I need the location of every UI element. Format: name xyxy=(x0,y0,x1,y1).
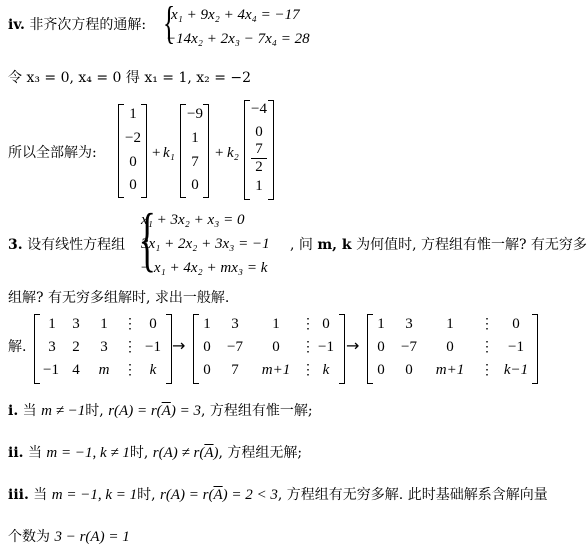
m1-cell: 2 xyxy=(72,339,80,355)
case-i-rank: $r(A) = r(\overline{A}) = 3$ xyxy=(108,403,201,419)
m3-separator: ⋮ xyxy=(480,339,494,355)
m2-cell: k xyxy=(322,362,330,378)
case-iii-rank: $r(A) = r(\overline{A}) = 2 < 3$ xyxy=(160,487,278,503)
m2-cell: 1 xyxy=(203,316,211,332)
case-i-text: 当 xyxy=(18,403,42,419)
m3-cell: 0 xyxy=(512,316,520,332)
m3-cell: k−1 xyxy=(503,362,529,378)
case-i-conclusion: , 方程组有惟一解; xyxy=(200,403,313,419)
v0-entry: −2 xyxy=(125,130,141,146)
case-ii xyxy=(8,444,302,462)
m1-cell: 4 xyxy=(72,362,80,378)
m3-cell: 1 xyxy=(377,316,385,332)
m2-cell: 3 xyxy=(231,316,239,332)
v2-entry: 1 xyxy=(255,178,263,194)
m3-separator: ⋮ xyxy=(480,316,494,332)
v0-entry: 1 xyxy=(129,106,137,122)
m3-right-bracket xyxy=(532,314,538,384)
m1-cell: 3 xyxy=(100,339,108,355)
iv-heading xyxy=(8,16,146,34)
m1-cell: 3 xyxy=(72,316,80,332)
q3-question xyxy=(290,236,587,254)
iv-system-brace: { xyxy=(162,0,176,48)
case-ii-text: 当 xyxy=(23,445,47,461)
plus-sign: + xyxy=(152,145,161,161)
v1-entry: −9 xyxy=(187,106,203,122)
m1-cell: m xyxy=(98,362,110,378)
m2-separator: ⋮ xyxy=(301,339,315,355)
q3-prefix: 设有线性方程组 xyxy=(27,237,126,253)
m2-separator: ⋮ xyxy=(301,362,315,378)
q3-params: m, k xyxy=(317,237,352,253)
m1-separator: ⋮ xyxy=(123,362,137,378)
m2-cell: 0 xyxy=(203,339,211,355)
m1-cell: 1 xyxy=(48,316,56,332)
case-i-label: i. xyxy=(8,403,19,419)
m1-cell: 0 xyxy=(149,316,157,332)
v0-entry: 0 xyxy=(129,154,137,170)
case-ii-text: 时, xyxy=(129,445,153,461)
row-reduce-arrow: → xyxy=(346,336,360,355)
m3-cell: −1 xyxy=(508,339,524,355)
v2-fraction-numerator: 7 xyxy=(251,141,267,159)
m2-cell: 0 xyxy=(203,362,211,378)
q3-eq2: 3x₁ + 2x₂ + 3x₃ = −1 xyxy=(141,236,270,252)
q3-prefix-line xyxy=(8,236,125,254)
case-iii-text: 当 xyxy=(28,487,52,503)
v2-entry: −4 xyxy=(251,101,267,117)
case-iii xyxy=(8,486,548,504)
case-iii-line2 xyxy=(8,528,130,546)
q3-suffix-c: 为何值时, 方程组有惟一解? 有无穷多 xyxy=(351,237,587,253)
m1-cell: k xyxy=(149,362,157,378)
m2-separator: ⋮ xyxy=(301,316,315,332)
m3-cell: 3 xyxy=(405,316,413,332)
m1-separator: ⋮ xyxy=(123,316,137,332)
m2-cell: −1 xyxy=(318,339,334,355)
case-iii-conclusion: , 方程组有无穷多解. 此时基础解系含解向量 xyxy=(277,487,548,503)
m1-cell: −1 xyxy=(43,362,59,378)
v1-entry: 0 xyxy=(191,177,199,193)
v1-entry: 7 xyxy=(191,154,199,170)
plus-sign: + xyxy=(215,145,224,161)
m3-separator: ⋮ xyxy=(480,362,494,378)
m2-cell: 0 xyxy=(272,339,280,355)
let-line: 令 x₃ = 0, x₄ = 0 得 x₁ = 1, x₂ = −2 xyxy=(8,70,252,86)
case-i xyxy=(8,402,313,420)
solution-label: 所以全部解为: xyxy=(8,145,97,161)
v2-entry: 0 xyxy=(255,124,263,140)
iv-intro: 非齐次方程的通解: xyxy=(29,17,147,33)
m3-cell: 0 xyxy=(405,362,413,378)
m3-cell: 0 xyxy=(377,362,385,378)
m1-cell: 1 xyxy=(100,316,108,332)
m3-cell: −7 xyxy=(401,339,417,355)
k2-coefficient: k₂ xyxy=(227,145,239,161)
case-i-text: 时, xyxy=(85,403,109,419)
q3-suffix-a: , 问 xyxy=(290,237,318,253)
iv-label: iv. xyxy=(8,17,25,33)
q3-eq1: x₁ + 3x₂ + x₃ = 0 xyxy=(141,212,245,228)
iv-eq1: x₁ + 9x₂ + 4x₄ = −17 xyxy=(171,7,300,23)
m3-cell: 1 xyxy=(446,316,454,332)
m3-cell: m+1 xyxy=(435,362,465,378)
q3-label: 3. xyxy=(8,237,23,253)
q3-line2: 组解? 有无穷多组解时, 求出一般解. xyxy=(8,290,230,306)
case-ii-conclusion: , 方程组无解; xyxy=(218,445,303,461)
m1-cell: −1 xyxy=(145,339,161,355)
case-i-condition: m ≠ −1 xyxy=(41,403,86,419)
m2-cell: 7 xyxy=(231,362,239,378)
m2-right-bracket xyxy=(339,314,345,384)
case-ii-label: ii. xyxy=(8,445,24,461)
v0-entry: 0 xyxy=(129,177,137,193)
m1-cell: 3 xyxy=(48,339,56,355)
case-ii-condition: m = −1, k ≠ 1 xyxy=(46,445,130,461)
m2-cell: 0 xyxy=(322,316,330,332)
m2-cell: m+1 xyxy=(261,362,291,378)
m1-separator: ⋮ xyxy=(123,339,137,355)
m3-cell: 0 xyxy=(377,339,385,355)
case-iii-label: iii. xyxy=(8,487,29,503)
solve-label: 解. xyxy=(8,339,27,355)
q3-system-brace: { xyxy=(138,199,156,279)
v1-entry: 1 xyxy=(191,130,199,146)
case-iii-condition: m = −1, k = 1 xyxy=(51,487,138,503)
q3-eq3: − x₁ + 4x₂ + mx₃ = k xyxy=(140,260,268,276)
m2-cell: −7 xyxy=(227,339,243,355)
k1-coefficient: k₁ xyxy=(163,145,175,161)
iv-eq2: −14x₂ + 2x₃ − 7x₄ = 28 xyxy=(166,31,310,47)
m2-cell: 1 xyxy=(272,316,280,332)
v2-fraction xyxy=(251,141,267,176)
case-iii-count-formula: 3 − r(A) = 1 xyxy=(54,529,130,545)
row-reduce-arrow: → xyxy=(172,336,186,355)
v2-fraction-denominator: 2 xyxy=(255,159,263,175)
case-iii-text: 时, xyxy=(137,487,161,503)
case-iii-count-text: 个数为 xyxy=(8,529,55,545)
m3-cell: 0 xyxy=(446,339,454,355)
case-ii-rank: $r(A) \ne r(\overline{A})$ xyxy=(152,445,219,461)
